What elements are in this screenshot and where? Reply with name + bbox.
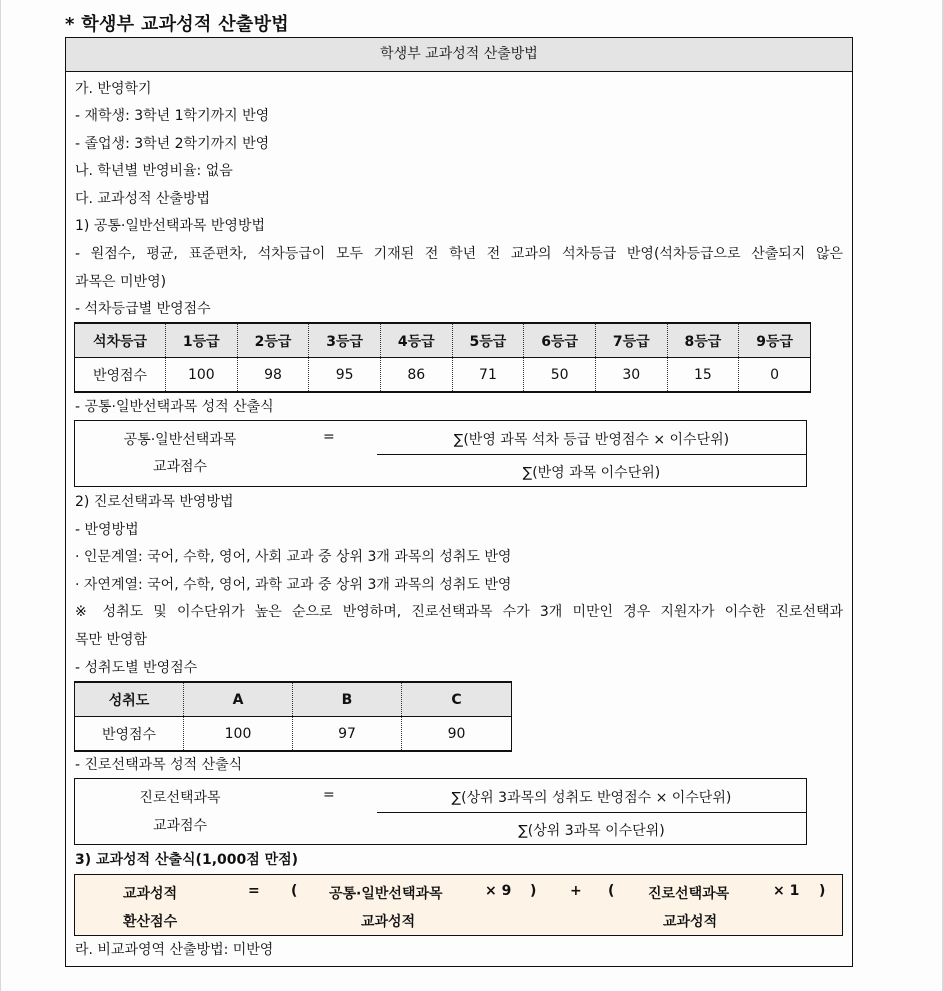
achievement-table-header-row bbox=[75, 682, 512, 717]
grade-score-table bbox=[74, 322, 811, 393]
note-line1: ※ 성취도 및 이수단위가 높은 순으로 반영하며, 진로선택과목 수가 3개 미만인 경우 지원자가 이수한 진로선택과 bbox=[75, 604, 843, 620]
subsection-1-title: 1) 공통·일반선택과목 반영방법 bbox=[75, 218, 266, 234]
grade-table-score-row bbox=[75, 358, 811, 393]
formula1-numerator: ∑(반영 과목 석차 등급 반영점수 × 이수단위) bbox=[453, 432, 730, 448]
section-da: 다. 교과성적 산출방법 bbox=[75, 191, 211, 207]
achievement-header-cell: B bbox=[293, 682, 402, 717]
grade-header-cell: 석차등급 bbox=[75, 323, 166, 358]
section-ga: 가. 반영학기 bbox=[75, 81, 152, 97]
final-term1-line1: 공통·일반선택과목 bbox=[329, 886, 443, 902]
career-subject-formula bbox=[74, 778, 807, 845]
grade-score-cell: 86 bbox=[380, 358, 452, 393]
achievement-table-score-row bbox=[75, 717, 512, 752]
formula1-caption: - 공통·일반선택과목 성적 산출식 bbox=[75, 399, 274, 415]
grade-score-cell: 반영점수 bbox=[92, 367, 148, 384]
grade-score-cell: 71 bbox=[452, 358, 524, 393]
subsection-1-desc-line2: 과목은 미반영) bbox=[75, 274, 167, 290]
final-multiplier-2: × 1 bbox=[773, 883, 800, 899]
formula2-denominator: ∑(상위 3과목 이수단위) bbox=[518, 823, 665, 839]
final-plus: + bbox=[570, 883, 582, 899]
formula2-left-line2: 교과점수 bbox=[152, 818, 208, 834]
formula2-left-line1: 진로선택과목 bbox=[139, 790, 221, 806]
final-open-paren-2: ( bbox=[608, 883, 615, 899]
grade-header-cell: 2등급 bbox=[237, 323, 309, 358]
line-enrolled: - 재학생: 3학년 1학기까지 반영 bbox=[75, 108, 270, 124]
achievement-table-caption: - 성취도별 반영점수 bbox=[75, 660, 198, 676]
subsection-1-desc-line1: - 원점수, 평균, 표준편차, 석차등급이 모두 기재된 전 학년 전 교과의 석차등급 반영(석차등급으로 산출되지 않은 bbox=[75, 246, 843, 262]
box-header-title: 학생부 교과성적 산출방법 bbox=[66, 38, 852, 72]
scoring-method-box bbox=[65, 37, 853, 967]
page-heading: * 학생부 교과성적 산출방법 bbox=[65, 14, 289, 35]
grade-score-cell: 50 bbox=[524, 358, 596, 393]
subsection-3-title: 3) 교과성적 산출식(1,000점 만점) bbox=[75, 852, 299, 868]
formula1-fraction-bar bbox=[377, 454, 806, 455]
line-science: · 자연계열: 국어, 수학, 영어, 과학 교과 중 상위 3개 과목의 성취도 반영 bbox=[75, 577, 512, 593]
grade-score-cell: 15 bbox=[667, 358, 739, 393]
final-term2-line2: 교과성적 bbox=[663, 914, 718, 930]
line-humanities: · 인문계열: 국어, 수학, 영어, 사회 교과 중 상위 3개 과목의 성취도 반영 bbox=[75, 549, 512, 565]
grade-score-cell: 30 bbox=[595, 358, 667, 393]
grade-header-cell: 9등급 bbox=[739, 323, 811, 358]
formula2-caption: - 진로선택과목 성적 산출식 bbox=[75, 757, 243, 773]
formula1-denominator: ∑(반영 과목 이수단위) bbox=[522, 465, 661, 481]
grade-header-cell: 1등급 bbox=[166, 323, 238, 358]
grade-header-cell: 8등급 bbox=[667, 323, 739, 358]
final-multiplier-1: × 9 bbox=[485, 883, 512, 899]
formula2-numerator: ∑(상위 3과목의 성취도 반영점수 × 이수단위) bbox=[451, 790, 732, 806]
note-line2: 목만 반영함 bbox=[75, 632, 148, 648]
grade-table-caption: - 석차등급별 반영점수 bbox=[75, 301, 211, 317]
final-term2-line1: 진로선택과목 bbox=[648, 886, 730, 902]
achievement-header-cell: C bbox=[402, 682, 512, 717]
final-left-line2: 환산점수 bbox=[123, 914, 178, 930]
grade-header-cell: 6등급 bbox=[524, 323, 596, 358]
final-term1-line2: 교과성적 bbox=[361, 914, 416, 930]
final-open-paren-1: ( bbox=[291, 883, 298, 899]
final-left-line1: 교과성적 bbox=[123, 886, 178, 902]
final-close-paren-2: ) bbox=[819, 883, 826, 899]
common-subject-formula bbox=[74, 420, 807, 487]
grade-header-cell: 3등급 bbox=[309, 323, 381, 358]
formula1-left-line2: 교과점수 bbox=[152, 459, 208, 475]
line-graduated: - 졸업생: 3학년 2학기까지 반영 bbox=[75, 136, 270, 152]
final-score-formula bbox=[74, 874, 843, 936]
formula2-equals: = bbox=[323, 787, 335, 803]
achievement-score-cell: 100 bbox=[184, 717, 293, 752]
formula1-left-line1: 공통·일반선택과목 bbox=[123, 432, 237, 448]
achievement-score-cell: 97 bbox=[293, 717, 402, 752]
achievement-header-cell: 성취도 bbox=[75, 682, 184, 717]
achievement-score-cell: 반영점수 bbox=[101, 726, 157, 743]
grade-header-cell: 4등급 bbox=[380, 323, 452, 358]
grade-table-header-row bbox=[75, 323, 811, 358]
formula2-fraction-bar bbox=[377, 812, 806, 813]
grade-header-cell: 7등급 bbox=[595, 323, 667, 358]
achievement-header-cell: A bbox=[184, 682, 293, 717]
grade-score-cell: 95 bbox=[309, 358, 381, 393]
grade-score-cell: 100 bbox=[166, 358, 238, 393]
final-close-paren-1: ) bbox=[530, 883, 537, 899]
achievement-score-cell: 90 bbox=[402, 717, 512, 752]
section-ra: 라. 비교과영역 산출방법: 미반영 bbox=[75, 942, 274, 958]
subsection-2-title: 2) 진로선택과목 반영방법 bbox=[75, 494, 234, 510]
grade-score-cell: 98 bbox=[237, 358, 309, 393]
grade-score-cell: 0 bbox=[739, 358, 811, 393]
line-method: - 반영방법 bbox=[75, 522, 139, 538]
grade-header-cell: 5등급 bbox=[452, 323, 524, 358]
achievement-score-table bbox=[74, 681, 512, 752]
formula1-equals: = bbox=[323, 429, 335, 445]
section-na: 나. 학년별 반영비율: 없음 bbox=[75, 163, 233, 179]
final-equals: = bbox=[248, 883, 260, 899]
